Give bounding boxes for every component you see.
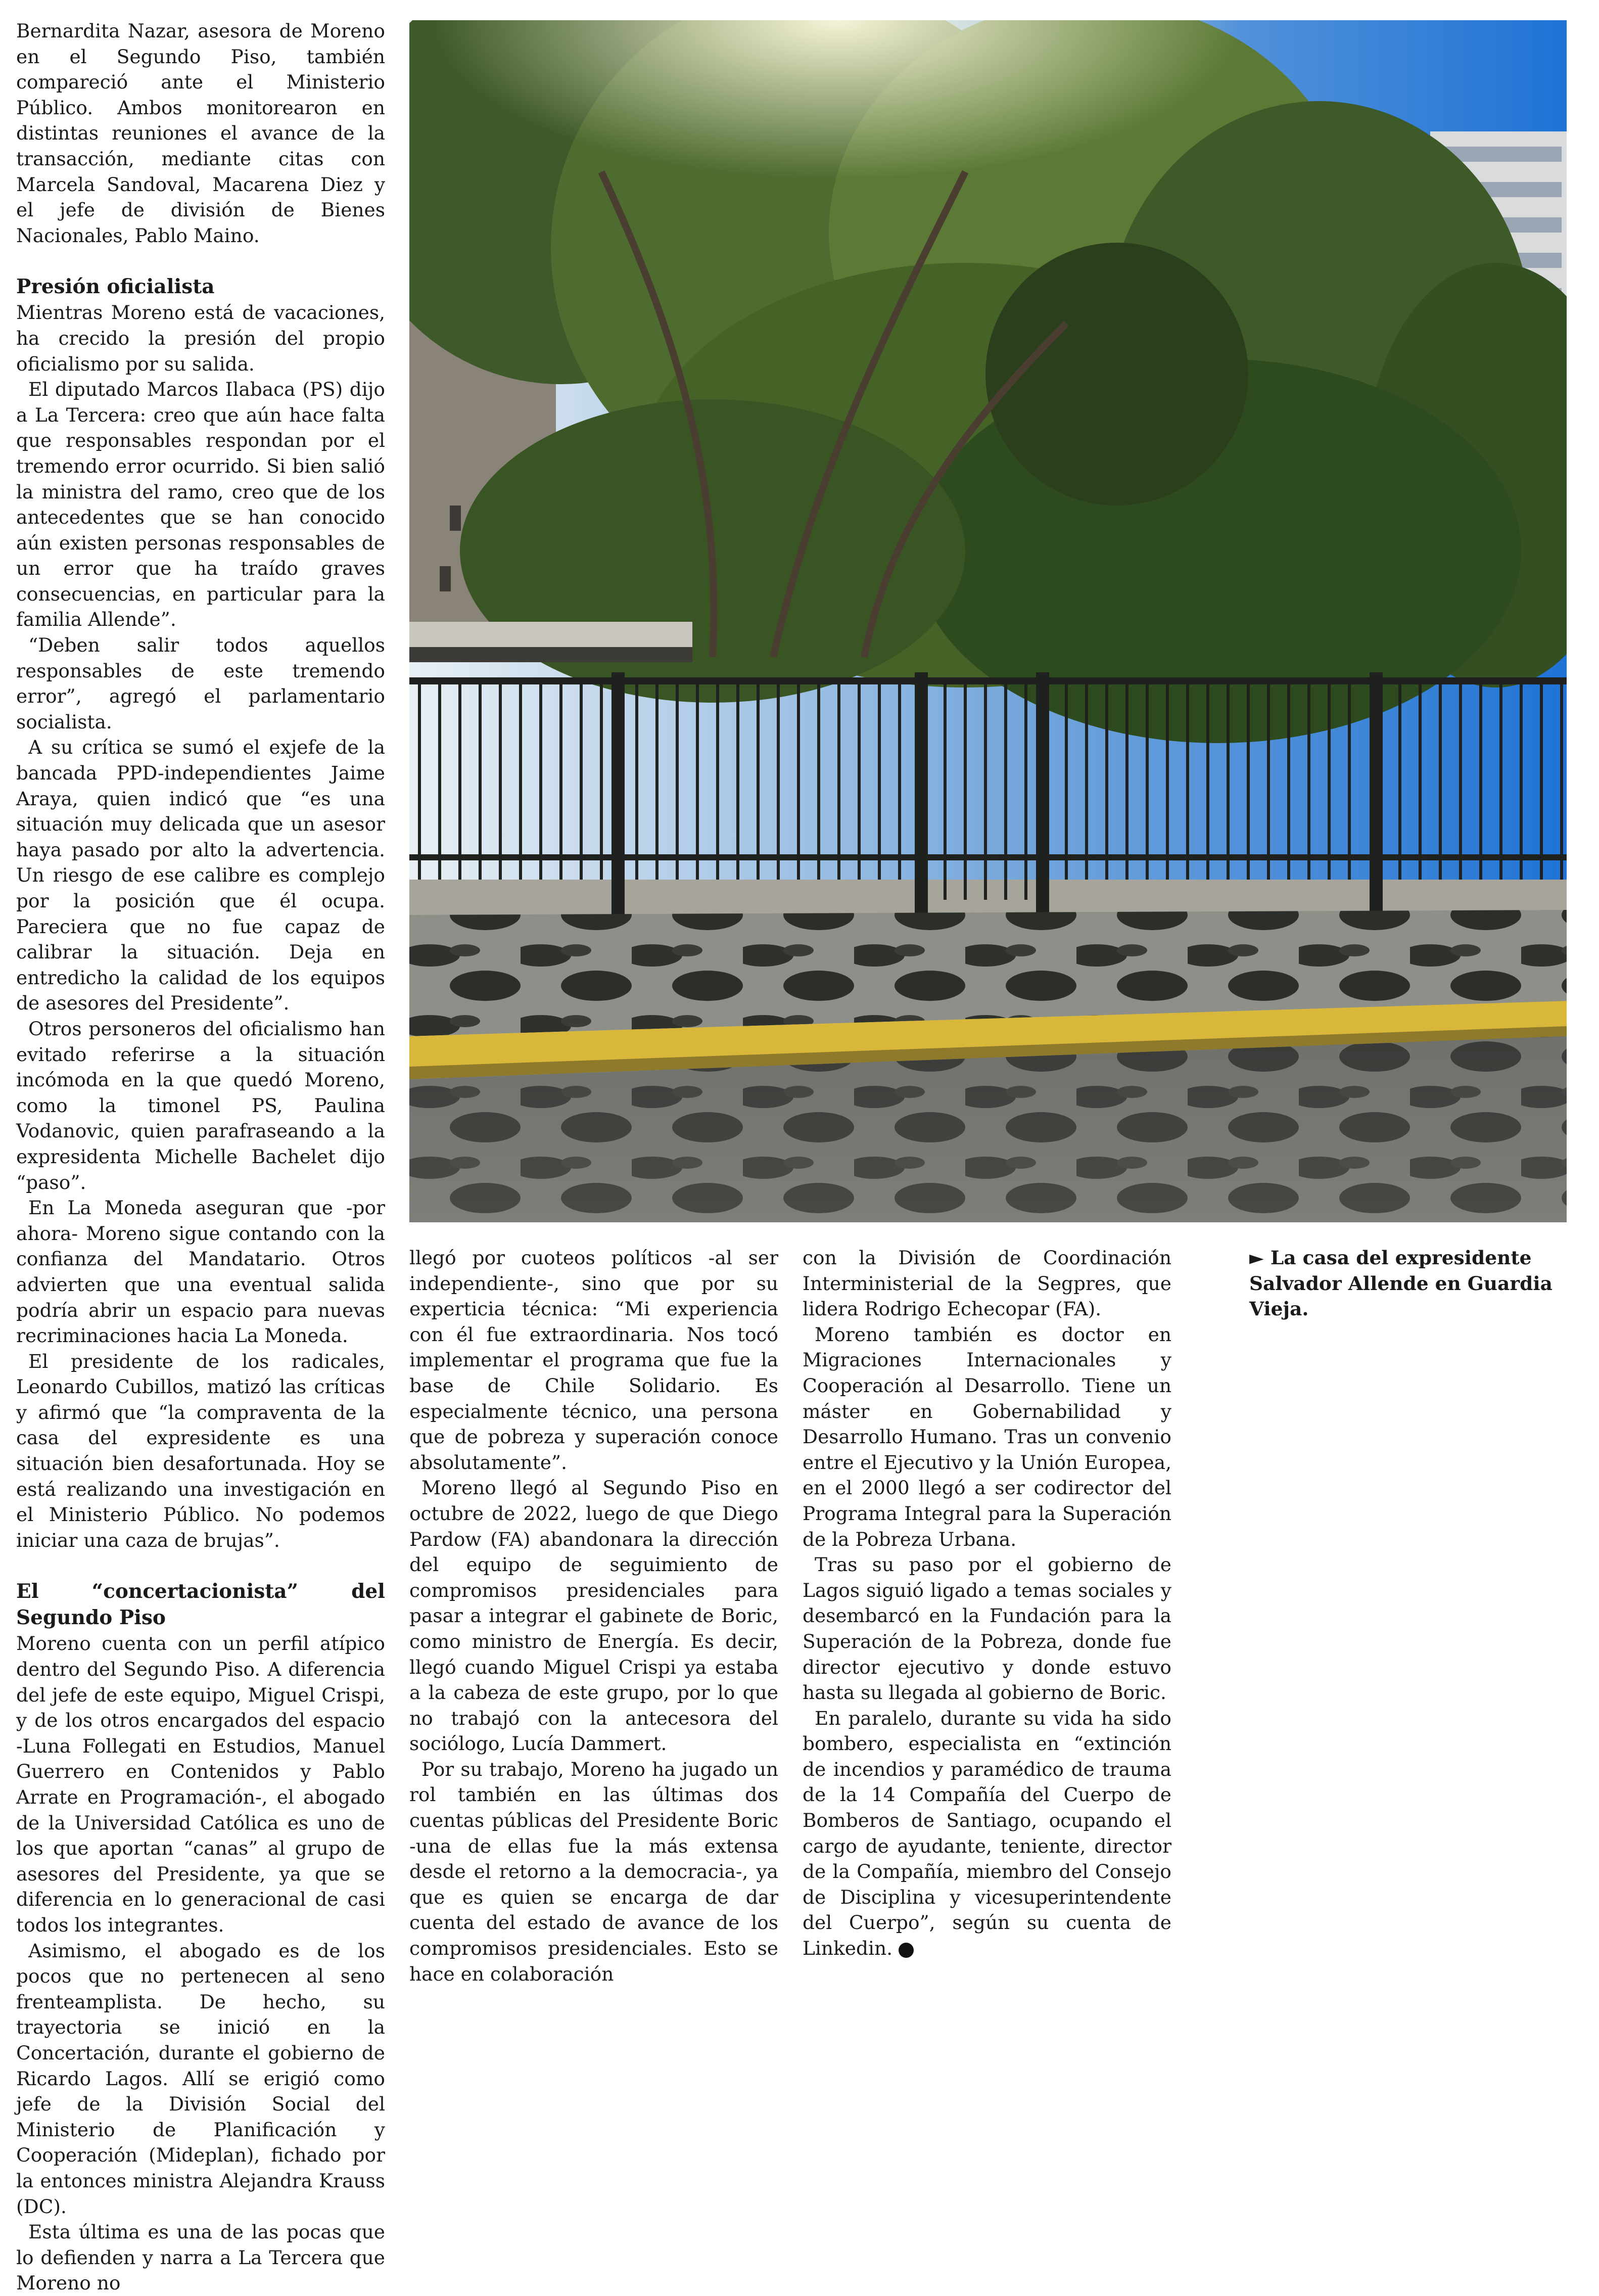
paragraph: El presidente de los radicales, Leonardo Cubillos, matizó las críticas y afirmó que “la compraventa de la casa del expresidente es una situación bien desafortunada. Hoy se está realizando una investigación en el Ministerio Público. No podemos iniciar una caza de brujas”. [16,1350,385,1551]
paragraph: con la División de Coordinación Interministerial de la Segpres, que lidera Rodrigo Echecopar (FA). [803,1247,1171,1320]
paragraph: llegó por cuoteos políticos -al ser independiente-, sino que por su experticia técnica: “Mi experiencia con él fue extraordinaria. Nos tocó implementar el programa que fue la base de Chile Solidario. Es especialmente técnico, una persona que de pobreza y superación conoce absolutamente”. [409,1247,778,1474]
paragraph: A su crítica se sumó el exjefe de la bancada PPD-independientes Jaime Araya, quien indicó que “es una situación muy delicada que un asesor haya pasado por alto la advertencia. Un riesgo de ese calibre es complejo por la posición que él ocupa. Pareciera que no fue capaz de calibrar la situación. Deja en entredicho la calidad de los equipos de asesores del Presidente”. [16,736,385,1015]
end-of-article-dot-icon [899,1943,914,1958]
paragraph-text: En paralelo, durante su vida ha sido bombero, especialista en “extinción de incendios y paramédico de trauma de la 14 Compañía del Cuerpo de Bomberos de Santiago, ocupando el cargo de ayudante, teniente, director de la Compañía, miembro del Consejo de Disciplina y vicesuperintendente del Cuerpo”, según su cuenta de Linkedin. [803,1707,1171,1960]
paragraph: “Deben salir todos aquellos responsables de este tremendo error”, agregó el parlamentario socialista. [16,634,385,733]
photo-caption [1249,1245,1573,1322]
paragraph: El diputado Marcos Ilabaca (PS) dijo a La Tercera: creo que aún hace falta que responsables respondan por el tremendo error ocurrido. Si bien salió la ministra del ramo, creo que de los antecedentes que se han conocido aún existen personas responsables de un error que ha traído graves consecuencias, en particular para la familia Allende”. [16,378,385,631]
paragraph: Moreno cuenta con un perfil atípico dentro del Segundo Piso. A diferencia del jefe de este equipo, Miguel Crispi, y de los otros encargados del espacio -Luna Follegati en Estudios, Manuel Guerrero en Contenidos y Pablo Arrate en Programación-, el abogado de la Universidad Católica es uno de los que aportan “canas” al grupo de asesores del Presidente, ya que se diferencia en lo generacional de casi todos los integrantes. [16,1632,385,1936]
caption-text: La casa del expresidente Salvador Allende en Guardia Vieja. [1249,1247,1553,1320]
paragraph: Esta última es una de las pocas que lo defienden y narra a La Tercera que Moreno no [16,2221,385,2294]
article-column-3 [803,1245,1171,1961]
paragraph: Moreno llegó al Segundo Piso en octubre de 2022, luego de que Diego Pardow (FA) abandonara la dirección del equipo de seguimiento de compromisos presidenciales para pasar a integrar el gabinete de Boric, como ministro de Energía. Es decir, llegó cuando Miguel Crispi ya estaba a la cabeza de este grupo, por lo que no trabajó con la antecesora del sociólogo, Lucía Dammert. [409,1477,778,1755]
paragraph: Tras su paso por el gobierno de Lagos siguió ligado a temas sociales y desembarcó en la Fundación para la Superación de la Pobreza, donde fue director ejecutivo y donde estuvo hasta su llegada al gobierno de Boric. [803,1553,1171,1704]
article-column-1 [16,18,385,2296]
house-photo [409,20,1567,1222]
paragraph [803,1706,1171,1961]
article-column-2 [409,1245,778,1987]
paragraph: Bernardita Nazar, asesora de Moreno en el Segundo Piso, también compareció ante el Ministerio Público. Ambos monitorearon en distintas reuniones el avance de la transacción, mediante citas con Marcela Sandoval, Macarena Diez y el jefe de división de Bienes Nacionales, Pablo Maino. [16,20,385,247]
paragraph: Mientras Moreno está de vacaciones, ha crecido la presión del propio oficialismo por su salida. [16,301,385,375]
paragraph: Moreno también es doctor en Migraciones Internacionales y Cooperación al Desarrollo. Tiene un máster en Gobernabilidad y Desarrollo Humano. Tras un convenio entre el Ejecutivo y la Unión Europea, en el 2000 llegó a ser codirector del Programa Integral para la Superación de la Pobreza Urbana. [803,1323,1171,1550]
paragraph: Otros personeros del oficialismo han evitado referirse a la situación incómoda en la que quedó Moreno, como la timonel PS, Paulina Vodanovic, quien parafraseando a la expresidenta Michelle Bachelet dijo “paso”. [16,1017,385,1193]
caption-arrow-icon: ► [1249,1247,1264,1269]
paragraph: Asimismo, el abogado es de los pocos que no pertenecen al seno frenteamplista. De hecho, su trayectoria se inició en la Concertación, durante el gobierno de Ricardo Lagos. Allí se erigió como jefe de la División Social del Ministerio de Planificación y Cooperación (Mideplan), fichado por la entonces ministra Alejandra Krauss (DC). [16,1939,385,2218]
section-heading: Presión oficialista [16,275,215,299]
paragraph: En La Moneda aseguran que -por ahora- Moreno sigue contando con la confianza del Mandatario. Otros advierten que una eventual salida podría abrir un espacio para nuevas recriminaciones hacia La Moneda. [16,1197,385,1347]
paragraph: Por su trabajo, Moreno ha jugado un rol también en las últimas dos cuentas públicas del Presidente Boric -una de ellas fue la más extensa desde el retorno a la democracia-, ya que es quien se encarga de dar cuenta del estado de avance de los compromisos presidenciales. Esto se hace en colaboración [409,1758,778,1985]
section-heading: El “concertacionista” del Segundo Piso [16,1580,385,1630]
